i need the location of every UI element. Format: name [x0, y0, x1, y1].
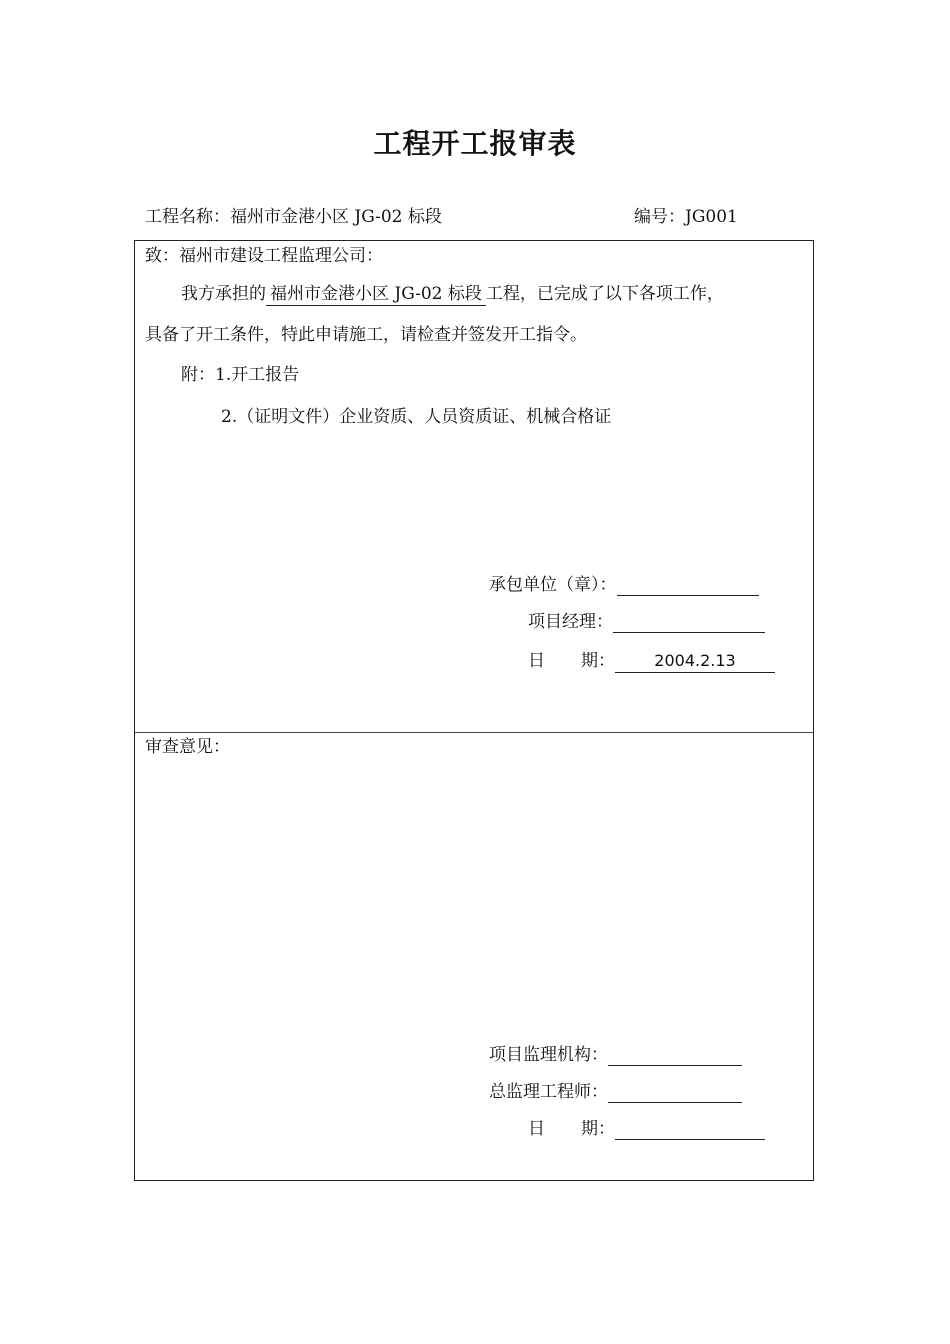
document-number-label: 编号：	[634, 207, 685, 227]
review-date-row	[528, 1118, 765, 1140]
review-opinion-label: 审查意见：	[145, 737, 230, 757]
contractor-label: 承包单位（章）：	[489, 575, 617, 595]
body-suffix: 工程，已完成了以下各项工作，	[485, 284, 724, 304]
addressee-line: 致：福州市建设工程监理公司：	[145, 246, 383, 266]
date-label-char-2: 期：	[581, 651, 615, 671]
review-date-line[interactable]	[615, 1121, 765, 1140]
attachment-item-2: 2.（证明文件）企业资质、人员资质证、机械合格证	[221, 407, 612, 427]
body-prefix: 我方承担的	[181, 284, 266, 304]
supervision-org-row	[489, 1044, 742, 1066]
application-body-line-2: 具备了开工条件，特此申请施工，请检查并签发开工指令。	[145, 325, 587, 345]
application-date-row	[528, 650, 775, 673]
date-label-char-1: 日	[528, 651, 545, 671]
chief-engineer-signature-line[interactable]	[608, 1084, 742, 1103]
application-date-value[interactable]: 2004.2.13	[615, 650, 775, 673]
body-project-name: 福州市金港小区 JG-02 标段	[266, 283, 486, 306]
project-name-field	[145, 202, 442, 227]
project-name-value: 福州市金港小区 JG-02 标段	[230, 207, 442, 227]
contractor-signature-line[interactable]	[617, 577, 759, 596]
supervision-org-signature-line[interactable]	[608, 1047, 742, 1066]
chief-engineer-label: 总监理工程师：	[489, 1082, 608, 1102]
application-form-table	[134, 240, 814, 1181]
contractor-signature-row	[489, 574, 759, 596]
manager-label: 项目经理：	[528, 612, 613, 632]
attachment-item-1: 附：1.开工报告	[181, 365, 300, 385]
review-date-label-char-1: 日	[528, 1119, 545, 1139]
section-divider	[135, 732, 813, 733]
application-body-line-1	[181, 283, 724, 306]
review-date-label-char-2: 期：	[581, 1119, 615, 1139]
document-number-field	[634, 202, 738, 227]
document-number-value: JG001	[685, 207, 738, 227]
project-name-label: 工程名称：	[145, 207, 230, 227]
chief-engineer-row	[489, 1081, 742, 1103]
supervision-org-label: 项目监理机构：	[489, 1045, 608, 1065]
document-title: 工程开工报审表	[373, 127, 577, 160]
manager-signature-row	[528, 611, 765, 633]
manager-signature-line[interactable]	[613, 614, 765, 633]
